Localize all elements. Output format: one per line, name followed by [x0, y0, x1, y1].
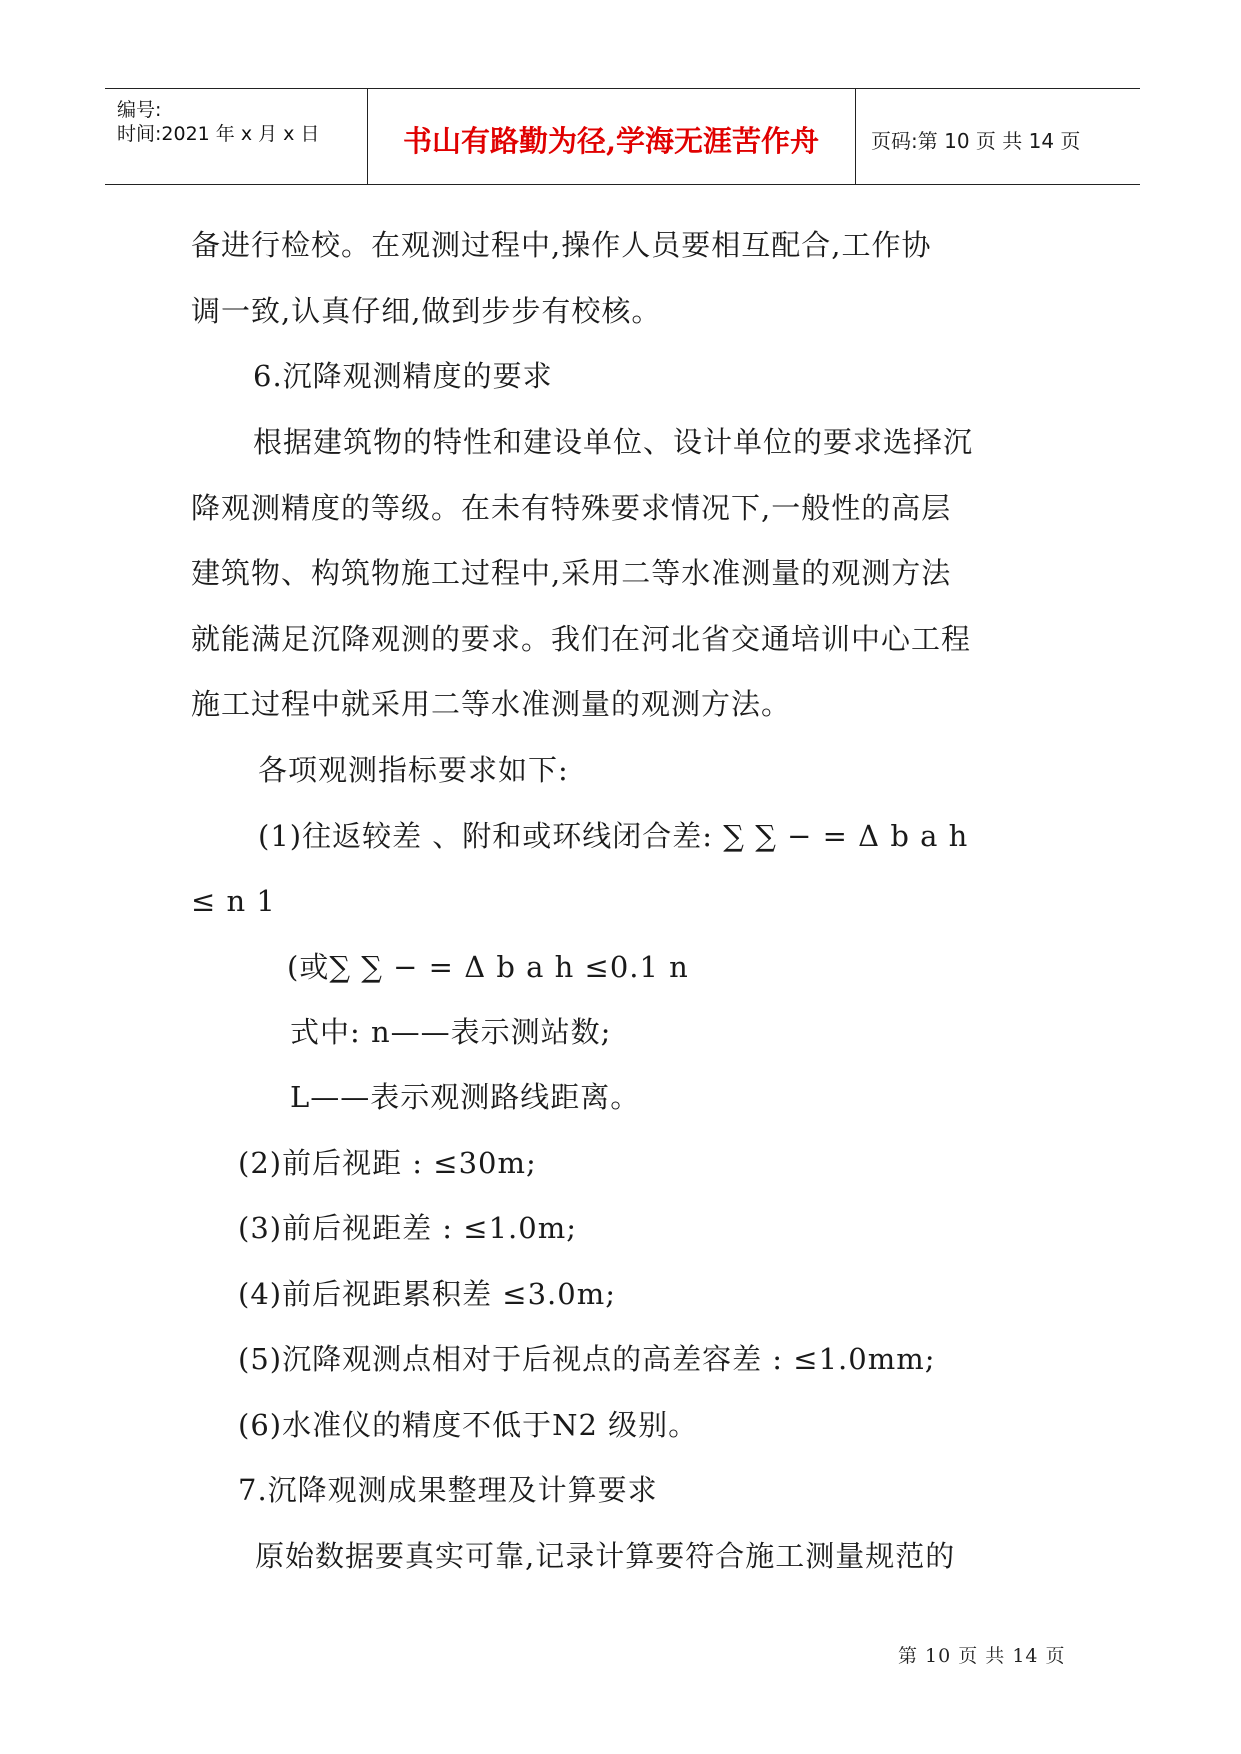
header-page-cell [855, 89, 1140, 184]
body-line: 调一致,认真仔细,做到步步有校核。 [191, 294, 662, 328]
body-line: 建筑物、构筑物施工过程中,采用二等水准测量的观测方法 [191, 556, 952, 590]
body-line: 式中: n——表示测站数; [290, 1015, 612, 1049]
list-item: (2)前后视距 : ≤30m; [238, 1146, 537, 1180]
body-line: 施工过程中就采用二等水准测量的观测方法。 [191, 687, 792, 721]
header-meta-cell [105, 89, 368, 184]
formula-line: ≤ n 1 [191, 884, 276, 918]
list-item: (6)水准仪的精度不低于N2 级别。 [238, 1408, 699, 1442]
body-line: 根据建筑物的特性和建设单位、设计单位的要求选择沉 [253, 425, 974, 459]
formula-line: (1)往返较差 、附和或环线闭合差: ∑ ∑ − = Δ b a h [258, 819, 969, 853]
body-line: 备进行检校。在观测过程中,操作人员要相互配合,工作协 [191, 228, 932, 262]
list-item: (5)沉降观测点相对于后视点的高差容差 : ≤1.0mm; [238, 1342, 936, 1376]
body-line: 原始数据要真实可靠,记录计算要符合施工测量规范的 [255, 1539, 956, 1573]
body-line: 各项观测指标要求如下: [258, 753, 569, 787]
list-item: (4)前后视距累积差 ≤3.0m; [238, 1277, 616, 1311]
header-motto-cell [367, 89, 856, 184]
page-footer: 第 10 页 共 14 页 [898, 1645, 1066, 1667]
header-motto: 书山有路勤为径,学海无涯苦作舟 [402, 124, 820, 158]
document-number-label: 编号: [117, 99, 162, 121]
section-heading: 6.沉降观测精度的要求 [253, 359, 553, 393]
document-header [105, 88, 1140, 185]
section-heading: 7.沉降观测成果整理及计算要求 [238, 1473, 658, 1507]
formula-line: (或∑ ∑ − = Δ b a h ≤0.1 n [287, 950, 689, 984]
list-item: (3)前后视距差 : ≤1.0m; [238, 1211, 577, 1245]
body-line: 就能满足沉降观测的要求。我们在河北省交通培训中心工程 [191, 622, 972, 656]
header-page-code: 页码:第 10 页 共 14 页 [871, 129, 1081, 153]
body-line: 降观测精度的等级。在未有特殊要求情况下,一般性的高层 [191, 491, 952, 525]
document-time-label: 时间:2021 年 x 月 x 日 [117, 123, 320, 145]
body-line: L——表示观测路线距离。 [290, 1080, 641, 1114]
